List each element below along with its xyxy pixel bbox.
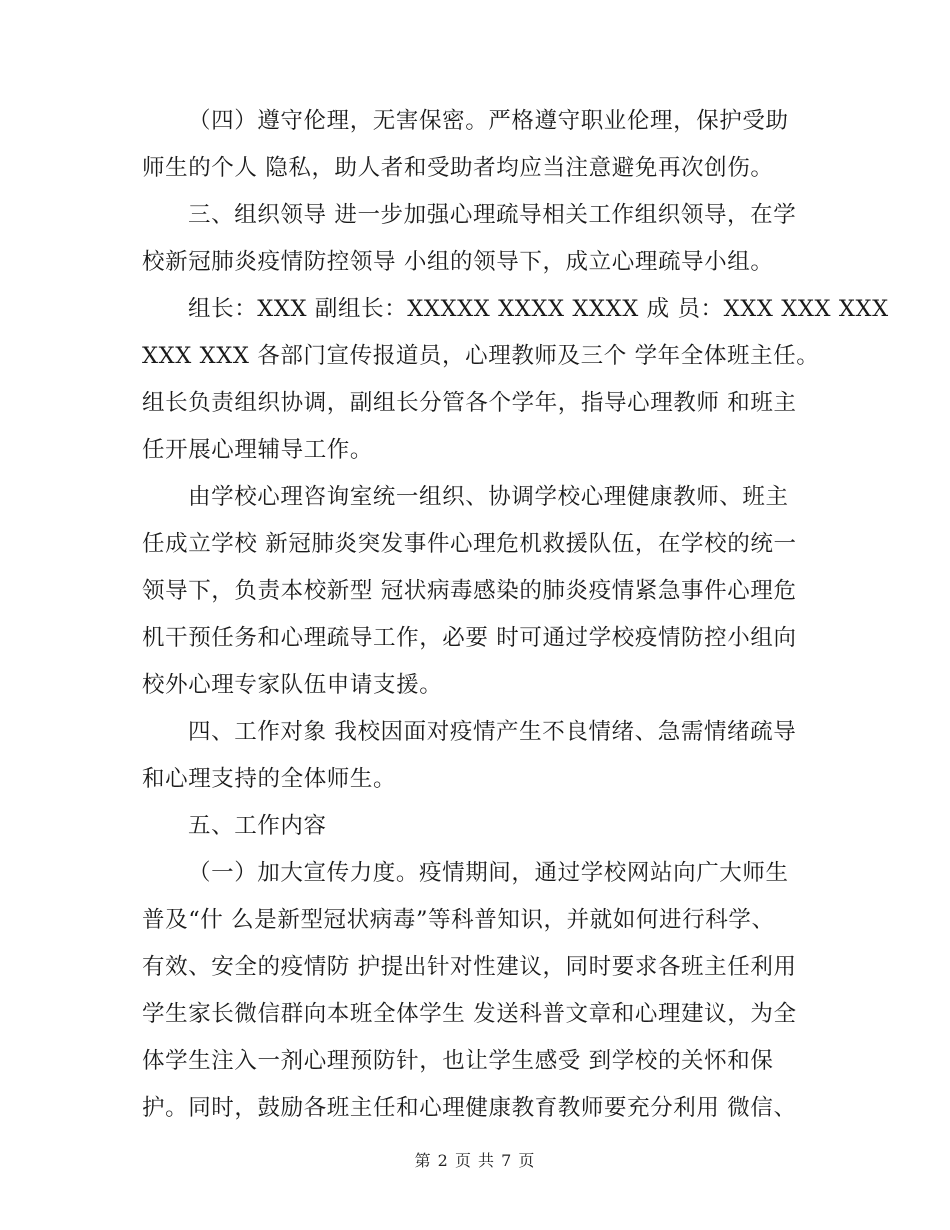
text-line: （一）加大宣传力度。疫情期间，通过学校网站向广大师生 bbox=[188, 860, 789, 886]
text-line: 护。同时，鼓励各班主任和心理健康教育教师要充分利用 微信、 bbox=[142, 1095, 797, 1121]
text-line: 四、工作对象 我校因面对疫情产生不良情绪、急需情绪疏导 bbox=[188, 719, 797, 745]
text-line: 领导下，负责本校新型 冠状病毒感染的肺炎疫情紧急事件心理危 bbox=[142, 578, 797, 604]
text-line: 学生家长微信群向本班全体学生 发送科普文章和心理建议，为全 bbox=[142, 1001, 797, 1027]
text-line: 任成立学校 新冠肺炎突发事件心理危机救援队伍，在学校的统一 bbox=[142, 531, 797, 557]
text-line: （四）遵守伦理，无害保密。严格遵守职业伦理，保护受助 bbox=[188, 108, 789, 134]
text-line: 和心理支持的全体师生。 bbox=[142, 766, 397, 792]
text-line: 师生的个人 隐私，助人者和受助者均应当注意避免再次创伤。 bbox=[142, 155, 774, 181]
text-line: 组长：XXX 副组长：XXXXX XXXX XXXX 成 员：XXX XXX XXX bbox=[188, 296, 889, 322]
text-line: XXX XXX 各部门宣传报道员，心理教师及三个 学年全体班主任。 bbox=[142, 343, 820, 369]
text-line: 有效、安全的疫情防 护提出针对性建议，同时要求各班主任利用 bbox=[142, 954, 797, 980]
text-line: 普及“什 么是新型冠状病毒”等科普知识，并就如何进行科学、 bbox=[142, 907, 775, 933]
text-line: 三、组织领导 进一步加强心理疏导相关工作组织领导，在学 bbox=[188, 202, 797, 228]
text-line: 任开展心理辅导工作。 bbox=[142, 437, 374, 463]
text-line: 体学生注入一剂心理预防针，也让学生感受 到学校的关怀和保 bbox=[142, 1048, 774, 1074]
page-number-footer: 第 2 页 共 7 页 bbox=[414, 1151, 536, 1170]
text-line: 机干预任务和心理疏导工作，必要 时可通过学校疫情防控小组向 bbox=[142, 625, 797, 651]
text-line: 组长负责组织协调，副组长分管各个学年，指导心理教师 和班主 bbox=[142, 390, 797, 416]
text-line: 校新冠肺炎疫情防控领导 小组的领导下，成立心理疏导小组。 bbox=[142, 249, 774, 275]
text-line: 五、工作内容 bbox=[188, 813, 327, 839]
text-line: 由学校心理咨询室统一组织、协调学校心理健康教师、班主 bbox=[188, 484, 789, 510]
text-line: 校外心理专家队伍申请支援。 bbox=[142, 672, 443, 698]
